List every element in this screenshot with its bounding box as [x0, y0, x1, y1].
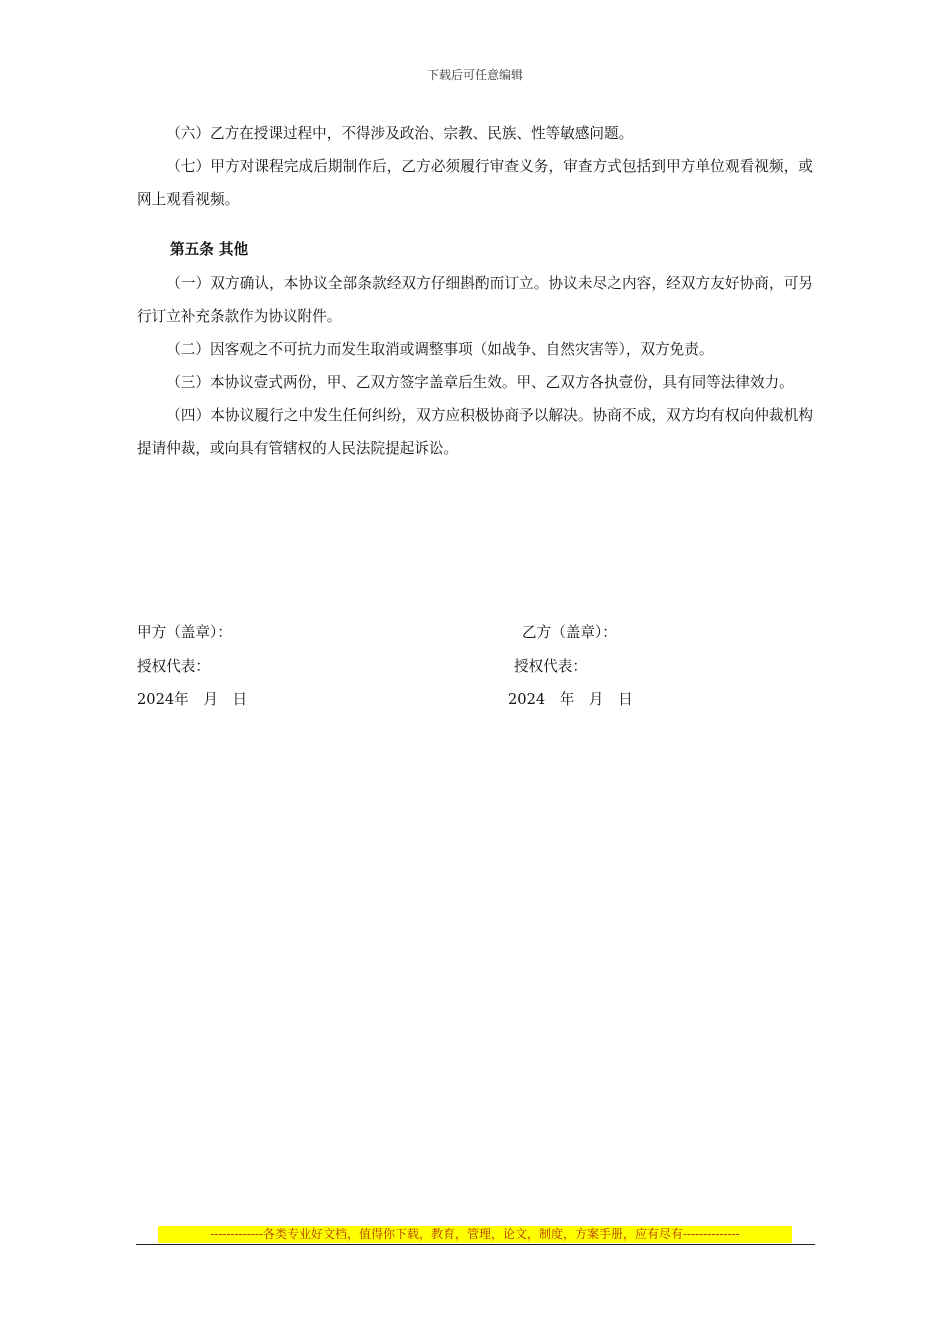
- section5-clause-3: （三）本协议壹式两份，甲、乙双方签字盖章后生效。甲、乙双方各执壹份，具有同等法律效力。: [166, 374, 794, 391]
- party-a-date: 2024年 月 日: [137, 691, 248, 708]
- section5-clause-2: （二）因客观之不可抗力而发生取消或调整事项（如战争、自然灾害等），双方免责。: [166, 341, 714, 358]
- party-b-representative: 授权代表：: [514, 658, 587, 675]
- section5-clause-4: （四）本协议履行之中发生任何纠纷，双方应积极协商予以解决。协商不成，双方均有权向仲裁机构提请仲裁，或向具有管辖权的人民法院提起诉讼。: [137, 407, 813, 457]
- party-a-seal: 甲方（盖章）：: [137, 624, 232, 641]
- section5-title: 第五条 其他: [170, 241, 249, 258]
- party-b-date: 2024 年 月 日: [508, 691, 633, 708]
- footer-divider: [136, 1244, 815, 1245]
- section5-clause-1: （一）双方确认，本协议全部条款经双方仔细斟酌而订立。协议未尽之内容，经双方友好协商，可另行订立补充条款作为协议附件。: [137, 275, 813, 325]
- page-header: 下载后可任意编辑: [426, 68, 523, 82]
- clause-6: （六）乙方在授课过程中，不得涉及政治、宗教、民族、性等敏感问题。: [166, 125, 634, 142]
- section5-body: [137, 267, 813, 465]
- section4-tail: [137, 117, 813, 216]
- footer-banner: -------------各类专业好文档，值得你下载，教育，管理，论文，制度，方案手册，应有尽有--------------: [158, 1226, 792, 1243]
- party-b-seal: 乙方（盖章）：: [522, 624, 617, 641]
- clause-7: （七）甲方对课程完成后期制作后，乙方必须履行审查义务，审查方式包括到甲方单位观看视频，或网上观看视频。: [137, 158, 813, 208]
- party-a-representative: 授权代表：: [137, 658, 210, 675]
